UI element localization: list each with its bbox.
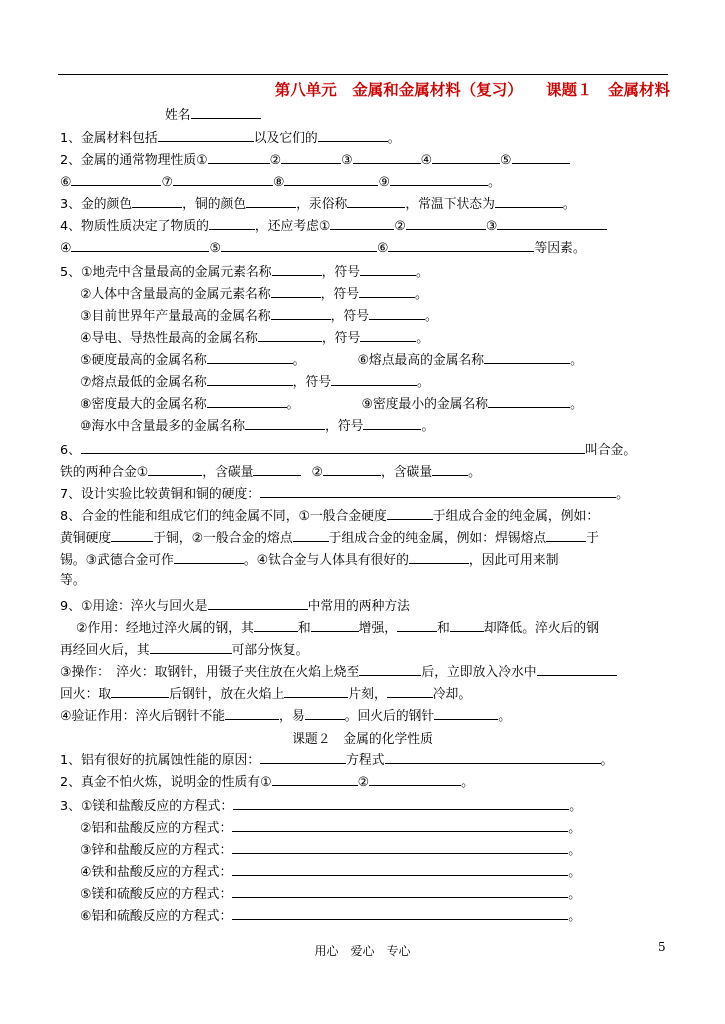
q5-5: ⑤硬度最高的金属名称 。 ⑥熔点最高的金属名称 。 [80, 350, 583, 370]
q8-l3: 锡。③武德合金可作 。④钛合金与人体具有很好的 ，因此可用来制 [60, 550, 558, 570]
q9-l6: ④验证作用：淬火后钢针不能 ，易 。回火后的钢针 。 [60, 706, 511, 726]
q8-l1: 8、合金的性能和组成它们的纯金属不同，①一般合金硬度 于组成合金的纯金属，例如： [60, 506, 599, 526]
q8-l4: 等。 [60, 573, 86, 588]
section2-title: 课题２ 金属的化学性质 [292, 732, 433, 747]
name-line: 姓名 [165, 105, 261, 125]
q7: 7、设计实验比较黄铜和铜的硬度： 。 [60, 484, 629, 504]
q9-l5: 回火：取 后钢针，放在火焰上 片刻， 冷却。 [60, 684, 471, 704]
q9-l1: 9、①用途：淬火与回火是 中常用的两种方法 [60, 596, 410, 616]
s2-q3-1: 3、①镁和盐酸反应的方程式： 。 [60, 796, 582, 816]
s2-q3-6: ⑥铝和硫酸反应的方程式： 。 [80, 906, 581, 926]
q5-7: ⑦熔点最低的金属名称 ，符号 。 [80, 372, 430, 392]
page-number: 5 [658, 940, 666, 954]
q2: 2、金属的通常物理性质① ② ③ ④ ⑤ [60, 150, 570, 170]
q5-3: ③目前世界年产量最高的金属名称 ，符号 。 [80, 306, 438, 326]
page-footer: 用心 爱心 专心 [314, 944, 411, 958]
q8-l2: 黄铜硬度 于铜，②一般合金的熔点 于组成合金的纯金属，例如：焊锡熔点 于 [60, 528, 599, 548]
q6: 6、 叫合金。 [60, 440, 636, 460]
q4: 4、物质性质决定了物质的 ，还应考虑① ② ③ [60, 216, 607, 236]
q9-l2: ②作用：经地过淬火属的钢，其 和 增强， 和 却降低。淬火后的钢 [76, 618, 599, 638]
s2-q3-5: ⑤镁和硫酸反应的方程式： 。 [80, 884, 581, 904]
q4-cont: ④ ⑤ ⑥ 等因素。 [60, 238, 586, 258]
q5-4: ④导电、导热性最高的金属名称 ，符号 。 [80, 328, 429, 348]
q9-l4: ③操作： 淬火：取钢针，用镊子夹住放在火焰上烧至 后，立即放入冷水中 [60, 662, 617, 682]
q3: 3、金的颜色 ，铜的颜色 ，汞俗称 ，常温下状态为 。 [60, 194, 576, 214]
name-blank[interactable] [191, 105, 261, 119]
q2-cont: ⑥ ⑦ ⑧ ⑨ 。 [60, 172, 501, 192]
q6-cont: 铁的两种合金① ，含碳量 ② ，含碳量 。 [60, 462, 481, 482]
q9-l3: 再经回火后，其 可部分恢复。 [60, 640, 308, 660]
s2-q2: 2、真金不怕火炼，说明金的性质有① ② 。 [60, 772, 474, 792]
q5-1: 5、①地壳中含量最高的金属元素名称 ，符号 。 [60, 262, 429, 282]
q5-10: ⑩海水中含量最多的金属名称 ，符号 。 [80, 416, 434, 436]
s2-q3-3: ③锌和盐酸反应的方程式： 。 [80, 840, 581, 860]
s2-q3-4: ④铁和盐酸反应的方程式： 。 [80, 862, 581, 882]
page-title: 第八单元 金属和金属材料（复习） 课题１ 金属材料 [274, 80, 670, 99]
header-rule [58, 74, 668, 75]
q5-8: ⑧密度最大的金属名称 。 ⑨密度最小的金属名称 。 [80, 394, 583, 414]
s2-q3-2: ②铝和盐酸反应的方程式： 。 [80, 818, 581, 838]
q1: 1、金属材料包括 以及它们的 。 [60, 128, 401, 148]
s2-q1: 1、铝有很好的抗属蚀性能的原因： 方程式 。 [60, 750, 613, 770]
q5-2: ②人体中含量最高的金属元素名称 ，符号 。 [80, 284, 428, 304]
